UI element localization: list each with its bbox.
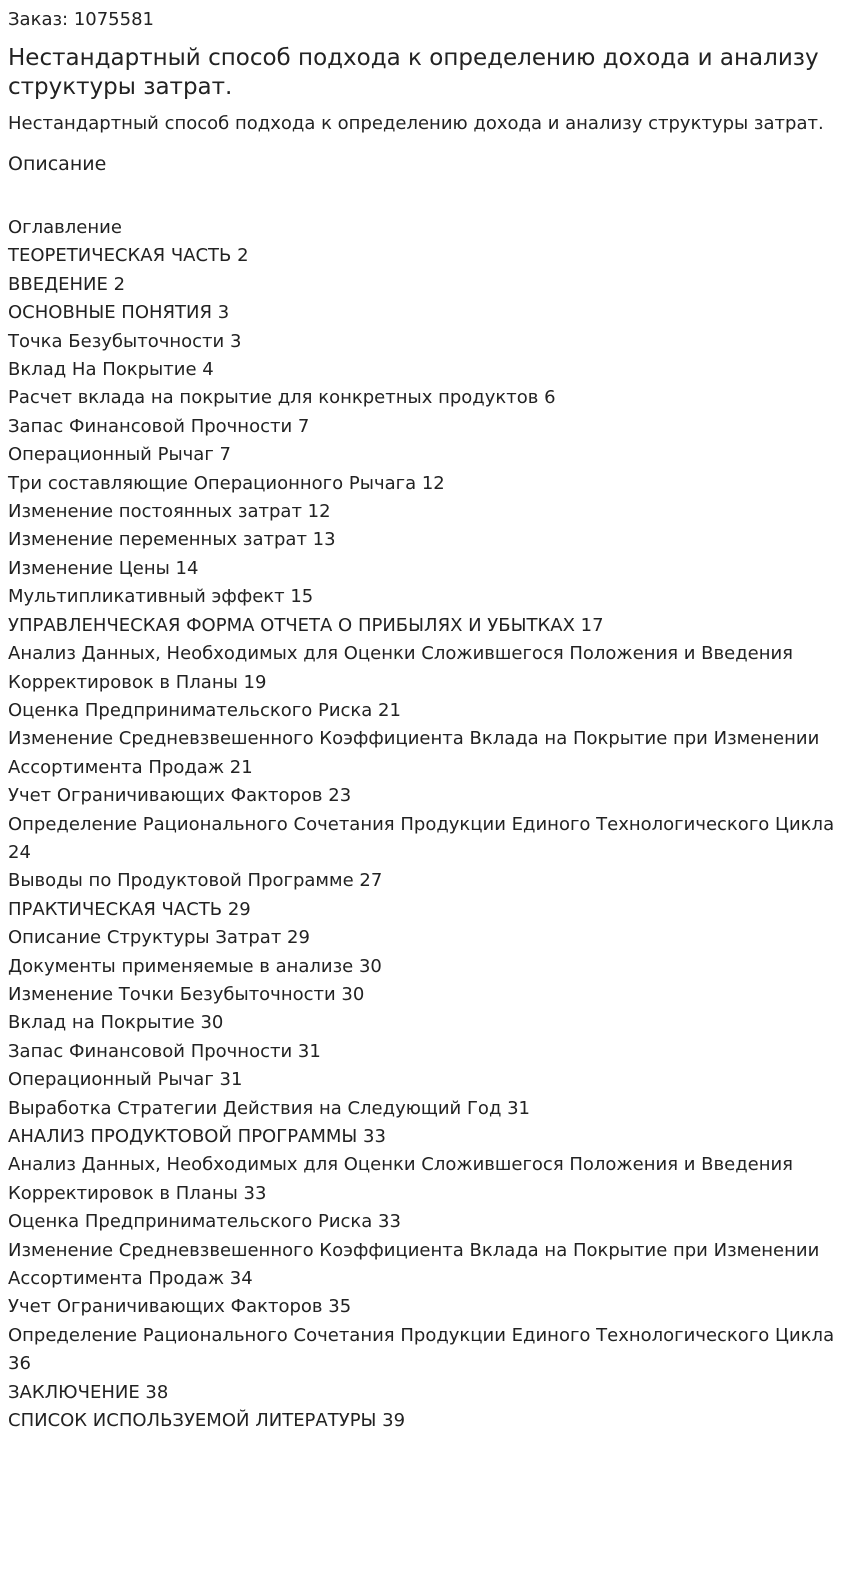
toc-item: Операционный Рычаг 7 — [8, 444, 231, 466]
toc-item: УПРАВЛЕНЧЕСКАЯ ФОРМА ОТЧЕТА О ПРИБЫЛЯХ И УБЫТКАХ 17 — [8, 614, 604, 636]
toc-item: Операционный Рычаг 31 — [8, 1069, 243, 1091]
description-heading: Описание — [8, 153, 107, 175]
toc-item: ОСНОВНЫЕ ПОНЯТИЯ 3 — [8, 302, 230, 324]
toc-item: ВВЕДЕНИЕ 2 — [8, 273, 126, 295]
toc-item: Учет Ограничивающих Факторов 35 — [8, 1296, 352, 1318]
toc-item: Анализ Данных, Необходимых для Оценки Сложившегося Положения и Введения Корректировок в Планы 33 — [8, 1154, 794, 1204]
toc-item: Изменение Точки Безубыточности 30 — [8, 983, 365, 1005]
toc-item: Вклад на Покрытие 30 — [8, 1012, 224, 1034]
toc-item: Определение Рационального Сочетания Продукции Единого Технологического Цикла 36 — [8, 1324, 835, 1375]
page-title: Нестандартный способ подхода к определению дохода и анализу структуры затрат. — [8, 45, 819, 100]
toc-item: АНАЛИЗ ПРОДУКТОВОЙ ПРОГРАММЫ 33 — [8, 1126, 386, 1147]
toc-item: Точка Безубыточности 3 — [8, 330, 242, 352]
toc-item: Запас Финансовой Прочности 31 — [8, 1040, 321, 1062]
toc-item: Учет Ограничивающих Факторов 23 — [8, 785, 352, 807]
toc-item: Оценка Предпринимательского Риска 33 — [8, 1211, 401, 1233]
toc-item: ЗАКЛЮЧЕНИЕ 38 — [8, 1381, 169, 1403]
table-of-contents — [8, 242, 839, 1435]
toc-item: Изменение Цены 14 — [8, 557, 199, 579]
toc-item: Описание Структуры Затрат 29 — [8, 927, 310, 949]
toc-item: Три составляющие Операционного Рычага 12 — [8, 472, 445, 494]
toc-item: Определение Рационального Сочетания Продукции Единого Технологического Цикла 24 — [8, 813, 835, 863]
toc-item: СПИСОК ИСПОЛЬЗУЕМОЙ ЛИТЕРАТУРЫ 39 — [8, 1410, 406, 1432]
toc-item: Мультипликативный эффект 15 — [8, 586, 314, 608]
toc-item: Изменение переменных затрат 13 — [8, 529, 336, 551]
order-number: Заказ: 1075581 — [8, 9, 154, 30]
toc-item: ПРАКТИЧЕСКАЯ ЧАСТЬ 29 — [8, 898, 251, 920]
toc-item: Изменение Средневзвешенного Коэффициента Вклада на Покрытие при Изменении Ассортимента Продаж 34 — [8, 1239, 820, 1290]
toc-item: Выводы по Продуктовой Программе 27 — [8, 870, 383, 892]
toc-heading: Оглавление — [8, 217, 122, 238]
page-subtitle: Нестандартный способ подхода к определению дохода и анализу структуры затрат. — [8, 113, 824, 134]
toc-item: Запас Финансовой Прочности 7 — [8, 415, 310, 437]
toc-item: Анализ Данных, Необходимых для Оценки Сложившегося Положения и Введения Корректировок в Планы 19 — [8, 643, 794, 693]
toc-item: Документы применяемые в анализе 30 — [8, 955, 382, 977]
toc-item: Изменение постоянных затрат 12 — [8, 501, 331, 523]
toc-item: Изменение Средневзвешенного Коэффициента Вклада на Покрытие при Изменении Ассортимента Продаж 21 — [8, 728, 820, 778]
toc-item: Вклад На Покрытие 4 — [8, 359, 214, 381]
toc-item: Расчет вклада на покрытие для конкретных продуктов 6 — [8, 387, 556, 409]
toc-item: Оценка Предпринимательского Риска 21 — [8, 699, 401, 721]
toc-item: ТЕОРЕТИЧЕСКАЯ ЧАСТЬ 2 — [8, 245, 249, 267]
toc-item: Выработка Стратегии Действия на Следующий Год 31 — [8, 1097, 531, 1119]
